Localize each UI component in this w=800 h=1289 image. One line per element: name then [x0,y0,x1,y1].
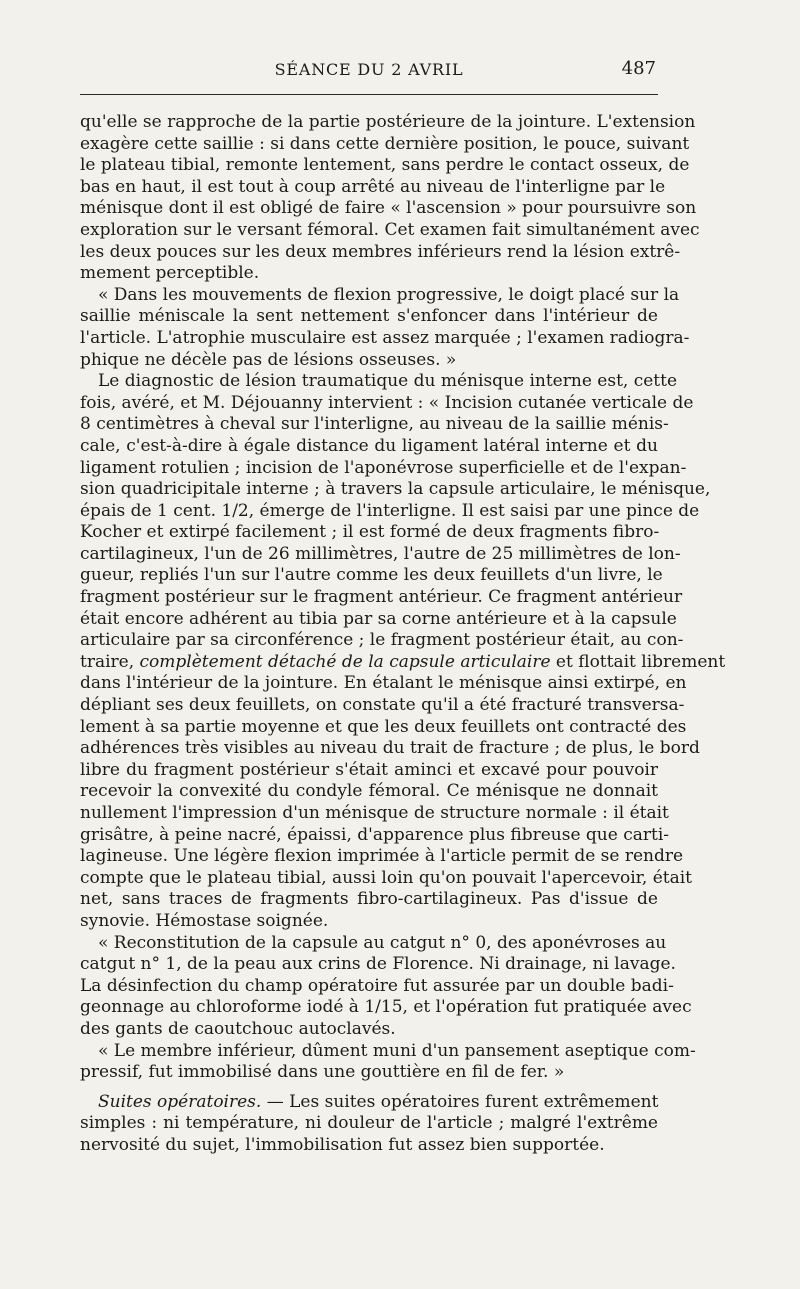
text-line: cartilagineux, l'un de 26 millimètres, l'autre de 25 millimètres de lon- [80,543,681,564]
text-line-with-italic [80,1092,658,1114]
text-line: « Reconstitution de la capsule au catgut n° 0, des aponévroses au [98,932,667,953]
text-run: — Les suites opératoires furent extrêmement [261,1091,659,1112]
text-line: dans l'intérieur de la jointure. En étalant le ménisque ainsi extirpé, en [80,673,687,694]
text-line: était encore adhérent au tibia par sa corne antérieure et à la capsule [80,608,677,629]
header-rule [80,94,658,95]
running-title: SÉANCE DU 2 AVRIL [274,60,464,79]
text-line: La désinfection du champ opératoire fut assurée par un double badi- [80,975,674,996]
text-line: fois, avéré, et M. Déjouanny intervient : « Incision cutanée verticale de [80,392,694,413]
text-run: traire, [80,651,140,672]
text-line: le plateau tibial, remonte lentement, sans perdre le contact osseux, de [80,155,690,176]
text-line: ménisque dont il est obligé de faire « l'ascension » pour poursuivre son [80,198,697,219]
text-line: articulaire par sa circonférence ; le fragment postérieur était, au con- [80,630,684,651]
text-line: l'article. L'atrophie musculaire est assez marquée ; l'examen radiogra- [80,327,690,348]
section-lead: Suites opératoires. [98,1091,262,1112]
body-text [80,112,726,1157]
text-line: « Dans les mouvements de flexion progressive, le doigt placé sur la [98,284,680,305]
text-line: phique ne décèle pas de lésions osseuses. » [80,349,457,370]
text-line: synovie. Hémostase soignée. [80,910,329,931]
italic-phrase: complètement détaché de la capsule articulaire [139,651,551,672]
text-line: fragment postérieur sur le fragment antérieur. Ce fragment antérieur [80,587,683,608]
text-line: sion quadricipitale interne ; à travers la capsule articulaire, le ménisque, [80,479,711,500]
text-line: qu'elle se rapproche de la partie postérieure de la jointure. L'extension [80,112,696,132]
text-line: cale, c'est-à-dire à égale distance du ligament latéral interne et du [80,435,658,456]
text-line: épais de 1 cent. 1/2, émerge de l'interligne. Il est saisi par une pince de [80,500,700,521]
page-number: 487 [621,58,656,79]
text-line: des gants de caoutchouc autoclavés. [80,1018,396,1039]
text-line-with-italic [80,651,726,674]
text-line: gueur, repliés l'un sur l'autre comme les deux feuillets d'un livre, le [80,565,663,586]
text-line: geonnage au chloroforme iodé à 1/15, et l'opération fut pratiquée avec [80,997,692,1018]
text-line: bas en haut, il est tout à coup arrêté au niveau de l'interligne par le [80,176,666,197]
text-line: nullement l'impression d'un ménisque de structure normale : il était [80,803,669,823]
text-line: net, sans traces de fragments fibro-cartilagineux. Pas d'issue de [80,889,658,910]
text-line: pressif, fut immobilisé dans une gouttière en fil de fer. » [80,1062,565,1083]
text-line: lement à sa partie moyenne et que les deux feuillets ont contracté des [80,716,687,737]
text-line: « Le membre inférieur, dûment muni d'un pansement aseptique com- [98,1040,696,1061]
text-line: les deux pouces sur les deux membres inférieurs rend la lésion extrê- [80,241,681,262]
text-line: nervosité du sujet, l'immobilisation fut assez bien supportée. [80,1134,605,1155]
page-header [80,54,658,84]
text-line: Le diagnostic de lésion traumatique du ménisque interne est, cette [98,371,678,392]
text-line: recevoir la convexité du condyle fémoral. Ce ménisque ne donnait [80,781,658,802]
text-line: mement perceptible. [80,263,260,284]
text-line: compte que le plateau tibial, aussi loin qu'on pouvait l'apercevoir, était [80,867,692,888]
text-line: exagère cette saillie : si dans cette dernière position, le pouce, suivant [80,133,690,154]
paragraph-gap [80,1084,658,1092]
text-line: Kocher et extirpé facilement ; il est formé de deux fragments fibro- [80,522,660,543]
text-run: et flottait librement [550,651,726,672]
text-line: dépliant ses deux feuillets, on constate qu'il a été fracturé transversa- [80,695,685,716]
text-line: simples : ni température, ni douleur de l'article ; malgré l'extrême [80,1113,658,1134]
text-line: 8 centimètres à cheval sur l'interligne, au niveau de la saillie ménis- [80,414,669,435]
text-line: ligament rotulien ; incision de l'aponévrose superficielle et de l'expan- [80,457,687,478]
text-line: lagineuse. Une légère flexion imprimée à l'article permit de se rendre [80,846,684,867]
text-line: libre du fragment postérieur s'était aminci et excavé pour pouvoir [80,759,658,780]
text-line: saillie méniscale la sent nettement s'enfoncer dans l'intérieur de [80,306,658,327]
text-line: catgut n° 1, de la peau aux crins de Florence. Ni drainage, ni lavage. [80,954,676,975]
text-line: adhérences très visibles au niveau du trait de fracture ; de plus, le bord [80,738,700,759]
text-line: grisâtre, à peine nacré, épaissi, d'apparence plus fibreuse que carti- [80,824,670,845]
text-line: exploration sur le versant fémoral. Cet examen fait simultanément avec [80,219,700,240]
